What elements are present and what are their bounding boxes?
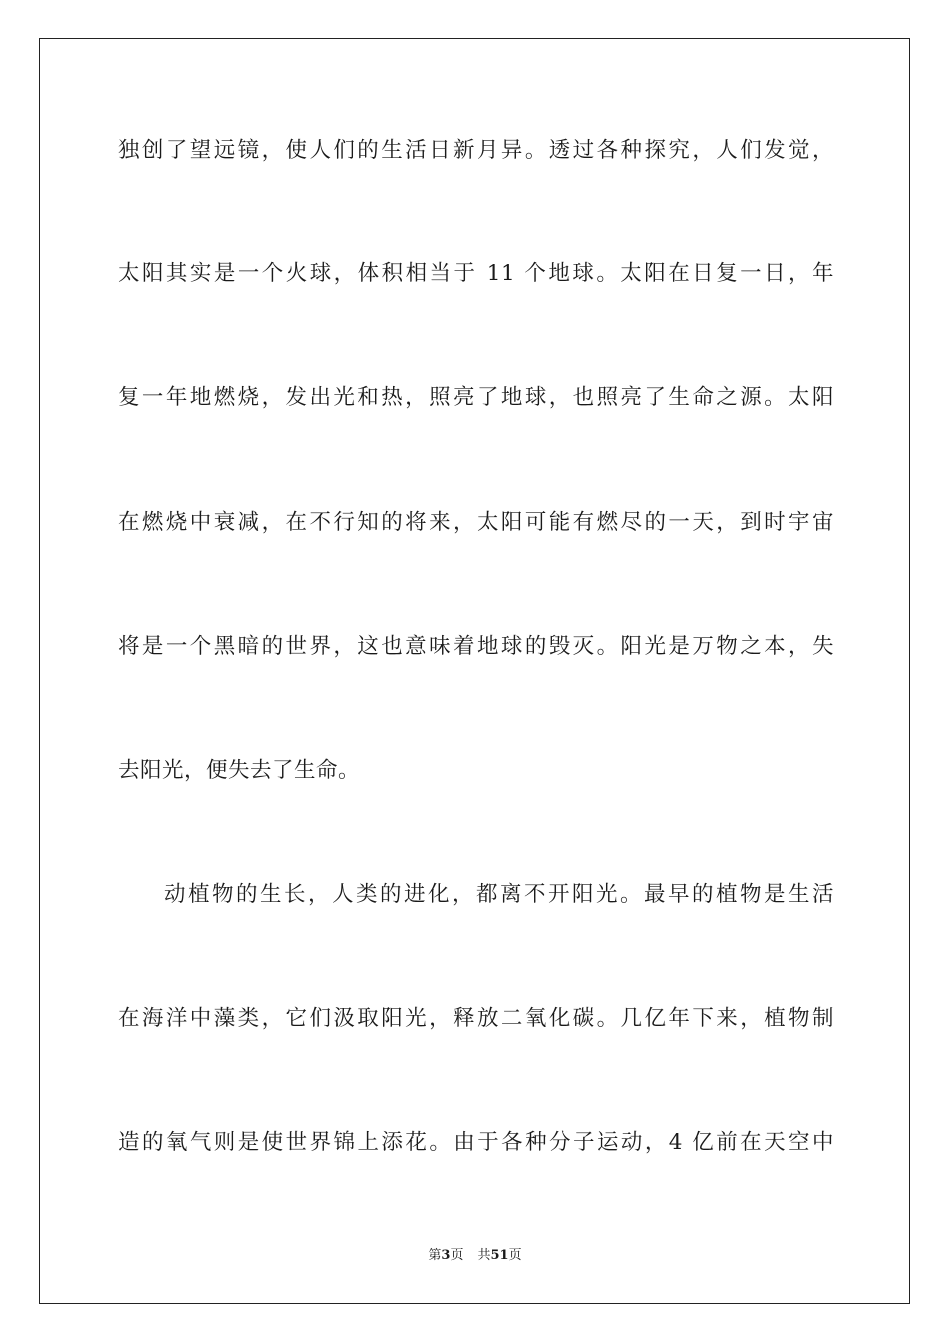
page-footer bbox=[0, 1247, 950, 1265]
text-line-2: 太阳其实是一个火球，体积相当于 11 个地球。太阳在日复一日，年 bbox=[118, 261, 834, 286]
page-prefix: 第 bbox=[428, 1248, 442, 1263]
text-line-9: 造的氧气则是使世界锦上添花。由于各种分子运动，4 亿前在天空中 bbox=[118, 1130, 834, 1155]
text-line-6: 去阳光，便失去了生命。 bbox=[118, 758, 361, 783]
total-pages: 51 bbox=[490, 1248, 509, 1263]
text-line-4: 在燃烧中衰减，在不行知的将来，太阳可能有燃尽的一天，到时宇宙 bbox=[118, 510, 834, 535]
page-number: 3 bbox=[441, 1248, 451, 1263]
total-prefix: 共 bbox=[477, 1248, 491, 1263]
text-line-3: 复一年地燃烧，发出光和热，照亮了地球，也照亮了生命之源。太阳 bbox=[118, 385, 834, 410]
text-line-1: 独创了望远镜，使人们的生活日新月异。透过各种探究，人们发觉， bbox=[118, 138, 834, 163]
text-line-8: 在海洋中藻类，它们汲取阳光，释放二氧化碳。几亿年下来，植物制 bbox=[118, 1006, 834, 1031]
total-suffix: 页 bbox=[508, 1248, 522, 1263]
page-border bbox=[39, 38, 910, 1304]
text-line-5: 将是一个黑暗的世界，这也意味着地球的毁灭。阳光是万物之本，失 bbox=[118, 634, 834, 659]
paragraph-2-first-line: 动植物的生长，人类的进化，都离不开阳光。最早的植物是生活 bbox=[164, 882, 834, 907]
page-suffix: 页 bbox=[450, 1248, 464, 1263]
